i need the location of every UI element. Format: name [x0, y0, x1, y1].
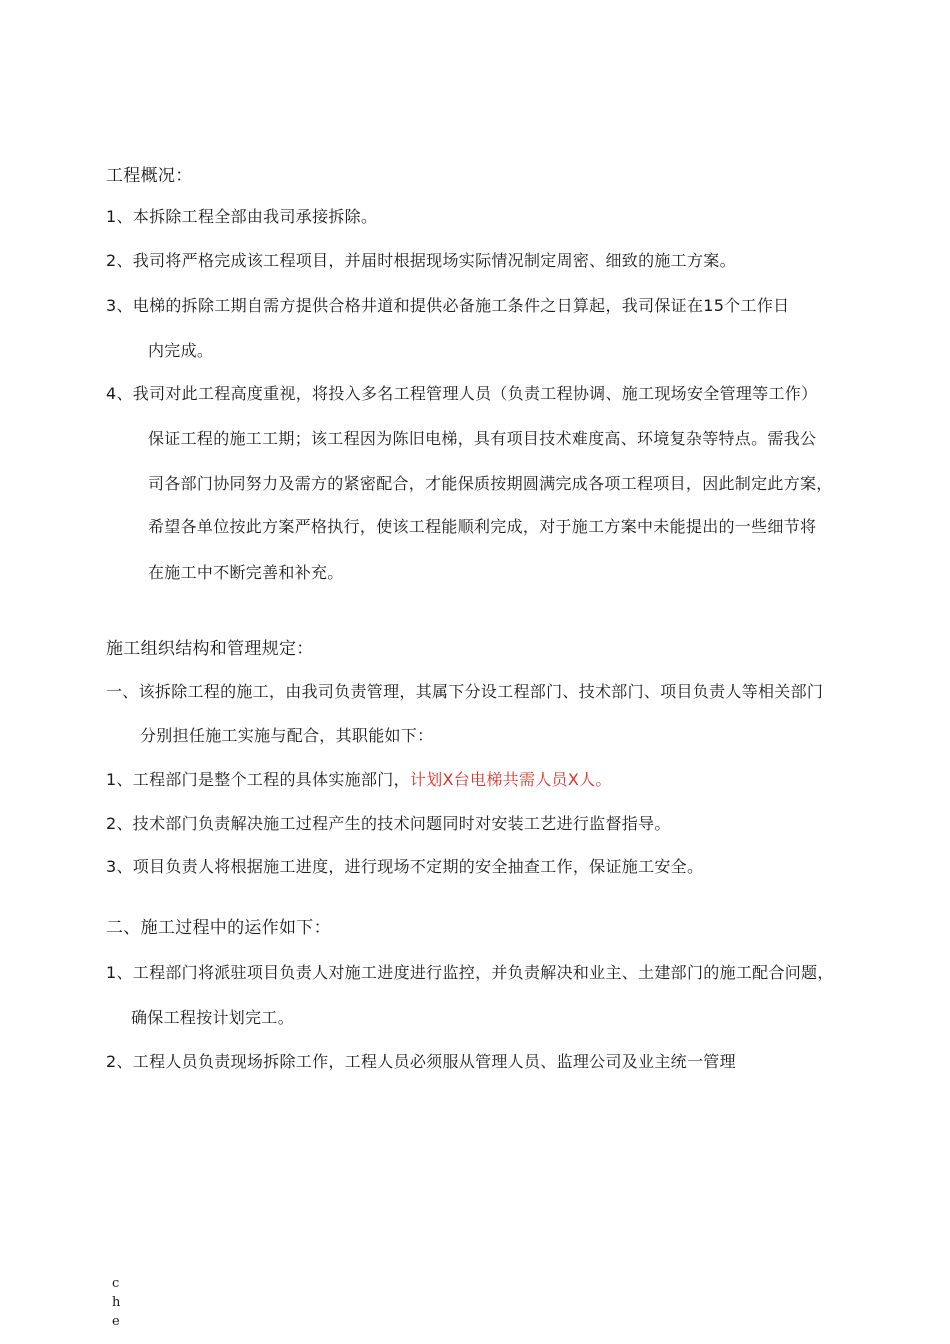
operation-item-1: 1、工程部门将派驻项目负责人对施工进度进行监控，并负责解决和业主、土建部门的施工配合问题，: [106, 963, 834, 982]
overview-item-4-cont-2: 司各部门协同努力及需方的紧密配合，才能保质按期圆满完成各项工程项目，因此制定此方案，: [148, 474, 833, 493]
overview-item-4-cont-3: 希望各单位按此方案严格执行，使该工程能顺利完成，对于施工方案中未能提出的一些细节将: [148, 517, 817, 536]
footer-vertical-text: che: [112, 1276, 121, 1329]
organization-intro: 一、该拆除工程的施工，由我司负责管理，其属下分设工程部门、技术部门、项目负责人等相关部门: [106, 682, 824, 701]
operation-item-1-cont: 确保工程按计划完工。: [131, 1008, 295, 1027]
organization-item-1-text: 1、工程部门是整个工程的具体实施部门，: [106, 770, 410, 789]
overview-item-2: 2、我司将严格完成该工程项目，并届时根据现场实际情况制定周密、细致的施工方案。: [106, 251, 736, 270]
organization-item-1-highlight: 计划X台电梯共需人员X人。: [409, 770, 612, 789]
operation-item-2: 2、工程人员负责现场拆除工作，工程人员必须服从管理人员、监理公司及业主统一管理: [106, 1052, 736, 1071]
organization-intro-cont: 分别担任施工实施与配合，其职能如下：: [140, 726, 434, 745]
overview-item-4-cont-4: 在施工中不断完善和补充。: [148, 563, 344, 582]
overview-item-1: 1、本拆除工程全部由我司承接拆除。: [106, 207, 378, 226]
overview-item-3-cont: 内完成。: [148, 341, 214, 360]
overview-item-3: 3、电梯的拆除工期自需方提供合格井道和提供必备施工条件之日算起，我司保证在15个工作日: [106, 296, 790, 315]
overview-item-4: 4、我司对此工程高度重视，将投入多名工程管理人员（负责工程协调、施工现场安全管理等工作）: [106, 384, 818, 403]
section-heading-organization: 施工组织结构和管理规定：: [106, 639, 314, 659]
organization-item-3: 3、项目负责人将根据施工进度，进行现场不定期的安全抽查工作，保证施工安全。: [106, 857, 704, 876]
organization-item-2: 2、技术部门负责解决施工过程产生的技术问题同时对安装工艺进行监督指导。: [106, 814, 671, 833]
overview-item-4-cont-1: 保证工程的施工工期；该工程因为陈旧电梯，具有项目技术难度高、环境复杂等特点。需我公: [148, 429, 817, 448]
section-heading-overview: 工程概况：: [106, 166, 193, 186]
organization-item-1: [106, 770, 612, 790]
section-heading-operation: 二、施工过程中的运作如下：: [106, 918, 331, 938]
